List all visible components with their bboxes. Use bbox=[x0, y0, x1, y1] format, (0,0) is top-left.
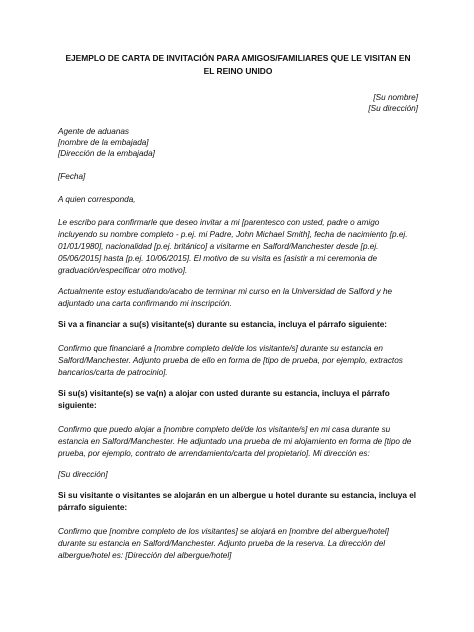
recipient-block bbox=[58, 126, 418, 159]
letter-date: [Fecha] bbox=[58, 172, 86, 181]
heading-finance: Si va a financiar a su(s) visitante(s) durante su estancia, incluya el párrafo siguiente: bbox=[58, 320, 387, 329]
sender-name: [Su nombre] bbox=[373, 93, 418, 102]
recipient-line-1: Agente de aduanas bbox=[58, 127, 130, 136]
paragraph-finance: Confirmo que financiaré a [nombre completo del/de los visitante/s] durante su estancia en Salford/Manchester. Adjunto prueba de ello en forma de [tipo de prueba, por ejemplo, extractos bancarios/carta de patrocinio]. bbox=[58, 344, 403, 377]
sender-address: [Su dirección] bbox=[368, 104, 418, 113]
document-title: EJEMPLO DE CARTA DE INVITACIÓN PARA AMIGOS/FAMILIARES QUE LE VISITAN EN EL REINO UNIDO bbox=[65, 53, 411, 76]
salutation: A quien corresponda, bbox=[58, 195, 136, 204]
heading-stay: Si su(s) visitante(s) se va(n) a alojar con usted durante su estancia, incluya el párrafo siguiente: bbox=[58, 389, 390, 410]
paragraph-stay: Confirmo que puedo alojar a [nombre completo del/de los visitante/s] en mi casa durante su estancia en Salford/Manchester. He adjuntado una prueba de mi alojamiento en forma de [tipo de prueba, por ejemplo, contrato de arrendamiento/carta del propietario]. Mi dirección es: bbox=[58, 425, 412, 458]
heading-hostel: Si su visitante o visitantes se alojarán en un albergue u hotel durante su estancia, incluya el párrafo siguiente: bbox=[58, 491, 417, 512]
recipient-line-3: [Dirección de la embajada] bbox=[58, 149, 155, 158]
paragraph-hostel: Confirmo que [nombre completo de los visitantes] se alojará en [nombre del albergue/hotel] durante su estancia en Salford/Manchester. Adjunto prueba de la reserva. La dirección del albergue/hotel es: [Dirección del albergue/hotel] bbox=[58, 527, 389, 560]
address-placeholder: [Su dirección] bbox=[58, 470, 108, 479]
recipient-line-2: [nombre de la embajada] bbox=[58, 138, 149, 147]
paragraph-study: Actualmente estoy estudiando/acabo de terminar mi curso en la Universidad de Salford y he adjuntado una carta confirmando mi inscripción. bbox=[58, 287, 393, 308]
sender-block bbox=[58, 92, 418, 114]
paragraph-intro: Le escribo para confirmarle que deseo invitar a mi [parentesco con usted, padre o amigo incluyendo su nombre completo - p.ej. mi Padre, John Michael Smith], fecha de nacimiento [p.ej. 01/01/1980], nacionalidad [p.ej. británico] a visitarme en Salford/Manchester desde [p.ej. 05/06/2015] hasta [p.ej. 10/06/2015]. El motivo de su visita es [asistir a mi ceremonia de graduación/especificar otro motivo]. bbox=[58, 218, 408, 275]
